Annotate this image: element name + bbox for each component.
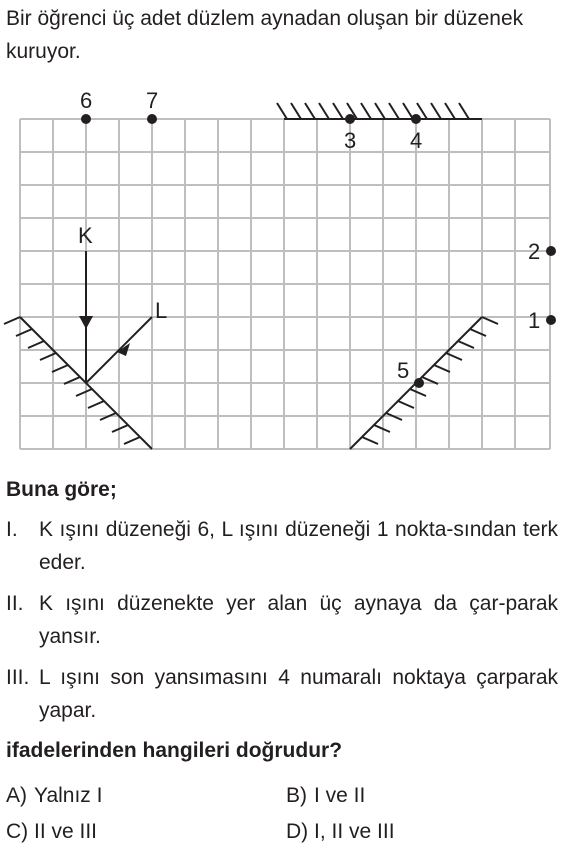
statement-number: II. — [6, 592, 24, 615]
point-4 — [411, 114, 421, 124]
point-7 — [147, 114, 157, 124]
option-d[interactable] — [286, 820, 395, 844]
option-c[interactable] — [6, 820, 97, 844]
option-key: D) — [286, 820, 309, 843]
option-a[interactable] — [6, 784, 102, 808]
option-text: II ve III — [34, 820, 98, 843]
label-point-5: 5 — [397, 358, 410, 383]
option-key: B) — [286, 784, 307, 807]
label-ray-k: K — [78, 223, 93, 248]
intro-text: Bir öğrenci üç adet düzlem aynadan oluşan bir düzenek kuruyor. — [6, 7, 524, 63]
point-2 — [546, 246, 556, 256]
question-text: ifadelerinden hangileri doğrudur? — [6, 739, 343, 762]
statement-number: I. — [6, 518, 18, 541]
point-6 — [81, 114, 91, 124]
label-point-7: 7 — [146, 88, 159, 113]
ray-k-arrow — [79, 316, 93, 329]
option-key: A) — [6, 784, 27, 807]
grid — [20, 119, 550, 449]
option-text: Yalnız I — [34, 784, 103, 807]
label-point-2: 2 — [528, 239, 541, 264]
option-text: I, II ve III — [314, 820, 395, 843]
label-point-4: 4 — [410, 128, 423, 153]
option-key: C) — [6, 820, 29, 843]
statement-text: L ışını son yansımasını 4 numaralı noktaya çarparak yapar. — [39, 666, 558, 722]
statement-number: III. — [6, 666, 30, 689]
top-mirror — [277, 103, 482, 119]
point-5 — [414, 378, 424, 388]
mirror-setup-figure — [0, 86, 571, 466]
statement-text: K ışını düzenekte yer alan üç aynaya da çar-parak yansır. — [39, 592, 558, 648]
point-3 — [345, 114, 355, 124]
statement-1 — [6, 513, 558, 579]
label-point-6: 6 — [80, 88, 93, 113]
label-point-1: 1 — [528, 308, 541, 333]
statement-2 — [6, 587, 558, 653]
statement-text: K ışını düzeneği 6, L ışını düzeneği 1 nokta-sından terk eder. — [39, 518, 558, 574]
label-point-3: 3 — [344, 128, 357, 153]
statement-3 — [6, 661, 558, 727]
option-text: I ve II — [314, 784, 366, 807]
option-b[interactable] — [286, 784, 365, 808]
label-ray-l: L — [155, 298, 168, 323]
point-1 — [546, 315, 556, 325]
section-heading: Buna göre; — [6, 478, 117, 501]
